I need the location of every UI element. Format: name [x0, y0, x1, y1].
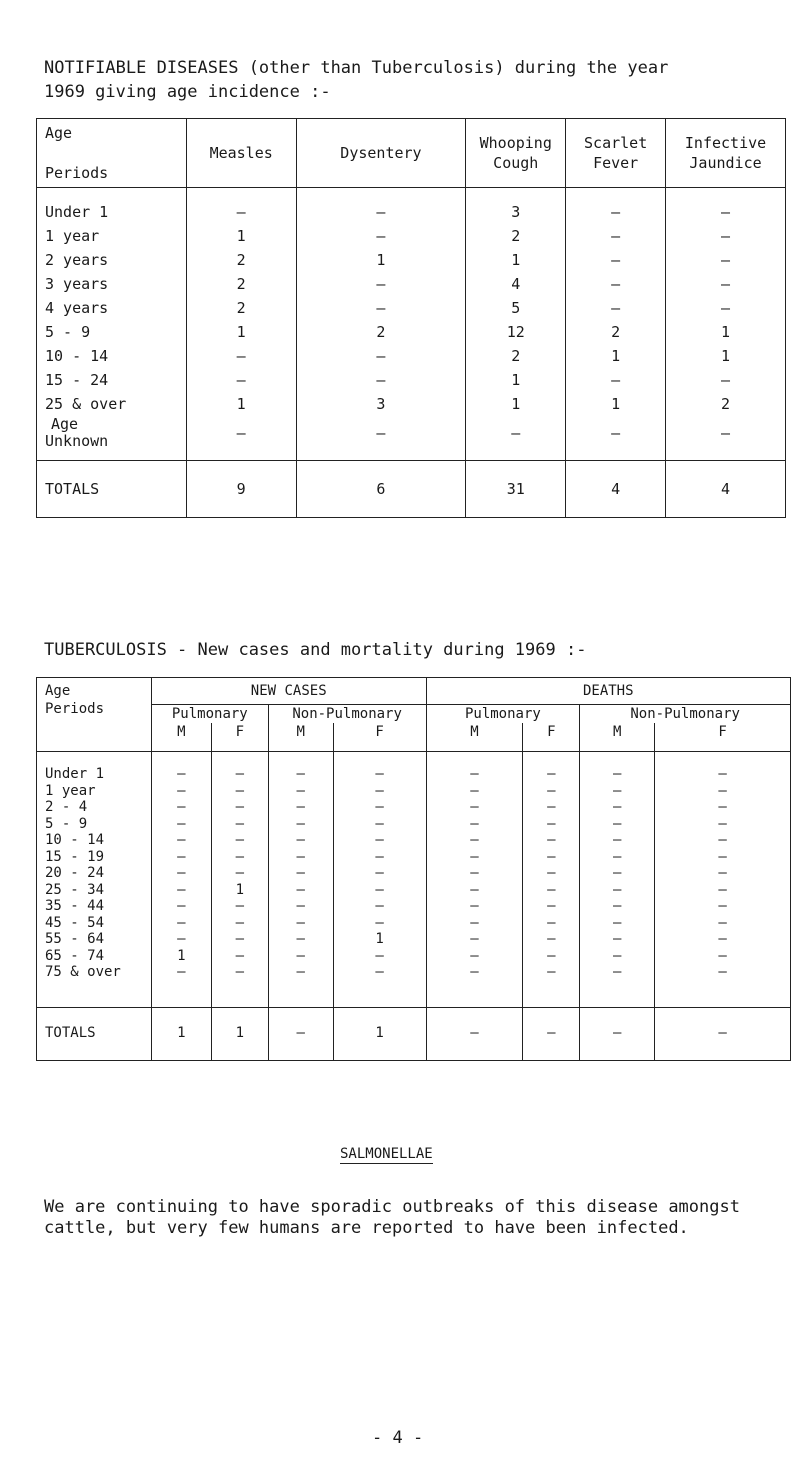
- total-cell: 1: [151, 1007, 211, 1060]
- cell: –: [580, 865, 655, 882]
- cell: –: [151, 931, 211, 948]
- cell: –: [211, 915, 268, 932]
- tuberculosis-heading: TUBERCULOSIS - New cases and mortality during 1969 :-: [44, 640, 587, 660]
- cell: 2: [466, 224, 566, 248]
- cell: –: [296, 188, 466, 225]
- column-header: [466, 119, 566, 188]
- cell: –: [268, 849, 333, 866]
- total-cell: –: [268, 1007, 333, 1060]
- row-label-line: Unknown: [45, 432, 109, 450]
- cell: –: [666, 248, 786, 272]
- row-label: 15 - 24: [37, 368, 187, 392]
- cell: 1: [186, 392, 296, 416]
- table-row: [37, 392, 786, 416]
- cell: –: [580, 882, 655, 899]
- cell: –: [426, 849, 523, 866]
- cell: –: [333, 816, 426, 833]
- cell: 2: [186, 272, 296, 296]
- cell: –: [523, 948, 580, 965]
- pulmonary-header: Pulmonary: [426, 705, 580, 724]
- cell: –: [333, 832, 426, 849]
- notifiable-body: [37, 188, 786, 518]
- row-label: 20 - 24: [37, 865, 152, 882]
- cell: –: [211, 898, 268, 915]
- totals-label: TOTALS: [37, 1007, 152, 1060]
- cell: –: [186, 416, 296, 461]
- header-text: Dysentery: [340, 144, 422, 162]
- cell: –: [566, 224, 666, 248]
- cell: –: [268, 865, 333, 882]
- cell: –: [268, 948, 333, 965]
- cell: –: [466, 416, 566, 461]
- cell: 3: [296, 392, 466, 416]
- cell: –: [186, 344, 296, 368]
- row-label: 5 - 9: [37, 816, 152, 833]
- row-label: 75 & over: [37, 964, 152, 1007]
- cell: –: [523, 783, 580, 800]
- cell: –: [211, 783, 268, 800]
- cell: –: [580, 931, 655, 948]
- header-text: Periods: [45, 164, 109, 182]
- cell: –: [211, 849, 268, 866]
- total-cell: 6: [296, 461, 466, 518]
- cell: –: [426, 865, 523, 882]
- cell: –: [426, 964, 523, 1007]
- age-periods-header: [37, 119, 187, 188]
- cell: –: [296, 368, 466, 392]
- cell: 12: [466, 320, 566, 344]
- row-label: 25 & over: [37, 392, 187, 416]
- cell: –: [523, 882, 580, 899]
- cell: 1: [566, 392, 666, 416]
- cell: –: [523, 964, 580, 1007]
- male-header: M: [580, 723, 655, 752]
- table-row: [37, 783, 791, 800]
- table-row: [37, 964, 791, 1007]
- cell: –: [151, 752, 211, 783]
- row-label: 65 - 74: [37, 948, 152, 965]
- pulmonary-header: Pulmonary: [151, 705, 268, 724]
- cell: –: [151, 964, 211, 1007]
- header-text: Whooping: [479, 134, 552, 152]
- cell: –: [151, 799, 211, 816]
- cell: –: [268, 915, 333, 932]
- total-cell: –: [523, 1007, 580, 1060]
- cell: –: [523, 915, 580, 932]
- table-row: [37, 752, 791, 783]
- notifiable-diseases-table: [36, 118, 786, 518]
- cell: –: [296, 272, 466, 296]
- header-text: Infective: [684, 134, 767, 152]
- totals-row: [37, 461, 786, 518]
- cell: –: [666, 416, 786, 461]
- cell: 4: [466, 272, 566, 296]
- table-row: [37, 849, 791, 866]
- cell: 2: [296, 320, 466, 344]
- row-label: 2 years: [37, 248, 187, 272]
- cell: 2: [186, 248, 296, 272]
- cell: –: [211, 752, 268, 783]
- cell: –: [655, 882, 791, 899]
- row-label: 1 year: [37, 783, 152, 800]
- cell: –: [426, 783, 523, 800]
- cell: –: [580, 752, 655, 783]
- column-header: [566, 119, 666, 188]
- total-cell: 31: [466, 461, 566, 518]
- heading-line-1: NOTIFIABLE DISEASES (other than Tuberculosis) during the year: [44, 58, 669, 78]
- salmonellae-paragraph: We are continuing to have sporadic outbreaks of this disease amongst cattle, but very few humans are reported to have been infected.: [44, 1197, 740, 1238]
- column-header: [666, 119, 786, 188]
- table-row: [37, 915, 791, 932]
- table-row: [37, 248, 786, 272]
- cell: –: [211, 799, 268, 816]
- cell: –: [268, 752, 333, 783]
- header-text: Age: [45, 683, 71, 699]
- cell: 2: [186, 296, 296, 320]
- row-label: [37, 416, 187, 461]
- cell: –: [333, 948, 426, 965]
- total-cell: 1: [211, 1007, 268, 1060]
- table-row: [37, 320, 786, 344]
- cell: –: [268, 799, 333, 816]
- total-cell: –: [426, 1007, 523, 1060]
- cell: 1: [466, 368, 566, 392]
- cell: –: [296, 296, 466, 320]
- cell: –: [426, 832, 523, 849]
- cell: –: [666, 272, 786, 296]
- table-row: [37, 898, 791, 915]
- cell: –: [333, 898, 426, 915]
- cell: 3: [466, 188, 566, 225]
- row-label: 1 year: [37, 224, 187, 248]
- cell: 1: [151, 948, 211, 965]
- cell: 1: [466, 392, 566, 416]
- cell: –: [333, 964, 426, 1007]
- total-cell: 4: [666, 461, 786, 518]
- cell: –: [523, 752, 580, 783]
- cell: –: [186, 368, 296, 392]
- cell: –: [426, 948, 523, 965]
- table-row: [37, 882, 791, 899]
- totals-row: [37, 1007, 791, 1060]
- header-text: Scarlet: [584, 134, 648, 152]
- row-label: 25 - 34: [37, 882, 152, 899]
- cell: –: [666, 188, 786, 225]
- row-label: Under 1: [37, 188, 187, 225]
- cell: –: [426, 882, 523, 899]
- cell: –: [426, 931, 523, 948]
- group-header-row: [37, 678, 791, 705]
- cell: –: [523, 931, 580, 948]
- cell: –: [426, 752, 523, 783]
- row-label: 45 - 54: [37, 915, 152, 932]
- cell: –: [333, 915, 426, 932]
- cell: –: [566, 416, 666, 461]
- cell: –: [186, 188, 296, 225]
- row-label: 10 - 14: [37, 832, 152, 849]
- total-cell: –: [580, 1007, 655, 1060]
- cell: –: [268, 816, 333, 833]
- cell: –: [151, 865, 211, 882]
- deaths-header: DEATHS: [426, 678, 790, 705]
- cell: 1: [333, 931, 426, 948]
- table-row: [37, 272, 786, 296]
- table-row-unknown: [37, 416, 786, 461]
- cell: –: [211, 865, 268, 882]
- cell: –: [211, 948, 268, 965]
- cell: –: [523, 832, 580, 849]
- table-row: [37, 931, 791, 948]
- cell: –: [655, 799, 791, 816]
- cell: 1: [296, 248, 466, 272]
- age-periods-header: [37, 678, 152, 752]
- cell: –: [333, 752, 426, 783]
- cell: –: [296, 344, 466, 368]
- cell: –: [655, 816, 791, 833]
- cell: –: [523, 816, 580, 833]
- cell: –: [580, 964, 655, 1007]
- cell: –: [268, 783, 333, 800]
- salmonellae-title: SALMONELLAE: [340, 1146, 433, 1162]
- cell: –: [580, 948, 655, 965]
- total-cell: 4: [566, 461, 666, 518]
- total-cell: 1: [333, 1007, 426, 1060]
- cell: –: [151, 816, 211, 833]
- page-heading: [44, 56, 784, 104]
- cell: –: [333, 799, 426, 816]
- cell: –: [655, 898, 791, 915]
- cell: –: [655, 931, 791, 948]
- totals-label: TOTALS: [37, 461, 187, 518]
- cell: 1: [186, 320, 296, 344]
- cell: –: [426, 898, 523, 915]
- cell: 1: [666, 344, 786, 368]
- row-label: 10 - 14: [37, 344, 187, 368]
- cell: –: [268, 882, 333, 899]
- cell: –: [580, 816, 655, 833]
- cell: –: [211, 964, 268, 1007]
- cell: –: [333, 865, 426, 882]
- female-header: F: [655, 723, 791, 752]
- table-row: [37, 224, 786, 248]
- tuberculosis-table: [36, 677, 791, 1061]
- row-label: 35 - 44: [37, 898, 152, 915]
- cell: –: [333, 882, 426, 899]
- cell: 2: [566, 320, 666, 344]
- male-header: M: [268, 723, 333, 752]
- table-row: [37, 865, 791, 882]
- cell: –: [151, 849, 211, 866]
- table-row: [37, 344, 786, 368]
- table-row: [37, 816, 791, 833]
- cell: –: [580, 783, 655, 800]
- header-text: Measles: [209, 144, 273, 162]
- header-text: Periods: [45, 701, 105, 717]
- female-header: F: [211, 723, 268, 752]
- cell: –: [666, 296, 786, 320]
- header-text: Jaundice: [689, 154, 762, 172]
- table-row: [37, 188, 786, 225]
- cell: –: [296, 224, 466, 248]
- cell: –: [268, 964, 333, 1007]
- tuberculosis-body: [37, 752, 791, 1061]
- cell: –: [655, 849, 791, 866]
- header-text: Cough: [493, 154, 539, 172]
- row-label: 2 - 4: [37, 799, 152, 816]
- female-header: F: [333, 723, 426, 752]
- cell: –: [566, 296, 666, 320]
- table-row: [37, 799, 791, 816]
- cell: –: [655, 783, 791, 800]
- non-pulmonary-header: Non-Pulmonary: [580, 705, 791, 724]
- table-row: [37, 832, 791, 849]
- cell: –: [296, 416, 466, 461]
- new-cases-header: NEW CASES: [151, 678, 426, 705]
- header-text: Age: [45, 124, 73, 142]
- non-pulmonary-header: Non-Pulmonary: [268, 705, 426, 724]
- cell: 1: [466, 248, 566, 272]
- cell: –: [580, 799, 655, 816]
- cell: –: [566, 368, 666, 392]
- cell: –: [580, 832, 655, 849]
- cell: –: [333, 783, 426, 800]
- cell: –: [655, 964, 791, 1007]
- cell: –: [666, 224, 786, 248]
- cell: –: [566, 248, 666, 272]
- cell: 1: [211, 882, 268, 899]
- cell: –: [151, 783, 211, 800]
- header-text: Fever: [593, 154, 639, 172]
- cell: 2: [666, 392, 786, 416]
- total-cell: –: [655, 1007, 791, 1060]
- column-header: [186, 119, 296, 188]
- table-header-row: [37, 119, 786, 188]
- cell: 1: [566, 344, 666, 368]
- row-label-line: Age: [51, 415, 79, 433]
- page-number: - 4 -: [372, 1428, 424, 1448]
- cell: –: [655, 832, 791, 849]
- cell: –: [268, 832, 333, 849]
- cell: –: [523, 799, 580, 816]
- cell: –: [655, 752, 791, 783]
- cell: –: [268, 931, 333, 948]
- cell: 2: [466, 344, 566, 368]
- cell: –: [211, 816, 268, 833]
- row-label: 4 years: [37, 296, 187, 320]
- cell: –: [151, 915, 211, 932]
- cell: –: [523, 865, 580, 882]
- cell: –: [580, 898, 655, 915]
- cell: –: [655, 865, 791, 882]
- heading-line-2: 1969 giving age incidence :-: [44, 82, 331, 102]
- cell: –: [523, 849, 580, 866]
- cell: –: [211, 931, 268, 948]
- cell: –: [580, 915, 655, 932]
- table-row: [37, 368, 786, 392]
- cell: –: [580, 849, 655, 866]
- cell: –: [523, 898, 580, 915]
- row-label: 55 - 64: [37, 931, 152, 948]
- table-row: [37, 296, 786, 320]
- female-header: F: [523, 723, 580, 752]
- cell: –: [566, 272, 666, 296]
- cell: 1: [186, 224, 296, 248]
- cell: –: [655, 915, 791, 932]
- male-header: M: [151, 723, 211, 752]
- cell: –: [151, 832, 211, 849]
- column-header: [296, 119, 466, 188]
- cell: –: [333, 849, 426, 866]
- male-header: M: [426, 723, 523, 752]
- row-label: 3 years: [37, 272, 187, 296]
- cell: 5: [466, 296, 566, 320]
- cell: –: [566, 188, 666, 225]
- cell: –: [268, 898, 333, 915]
- cell: –: [151, 882, 211, 899]
- row-label: Under 1: [37, 752, 152, 783]
- cell: –: [655, 948, 791, 965]
- total-cell: 9: [186, 461, 296, 518]
- row-label: 5 - 9: [37, 320, 187, 344]
- table-row: [37, 948, 791, 965]
- cell: –: [666, 368, 786, 392]
- cell: –: [426, 799, 523, 816]
- cell: –: [426, 816, 523, 833]
- cell: –: [426, 915, 523, 932]
- row-label: 15 - 19: [37, 849, 152, 866]
- cell: –: [211, 832, 268, 849]
- cell: –: [151, 898, 211, 915]
- cell: 1: [666, 320, 786, 344]
